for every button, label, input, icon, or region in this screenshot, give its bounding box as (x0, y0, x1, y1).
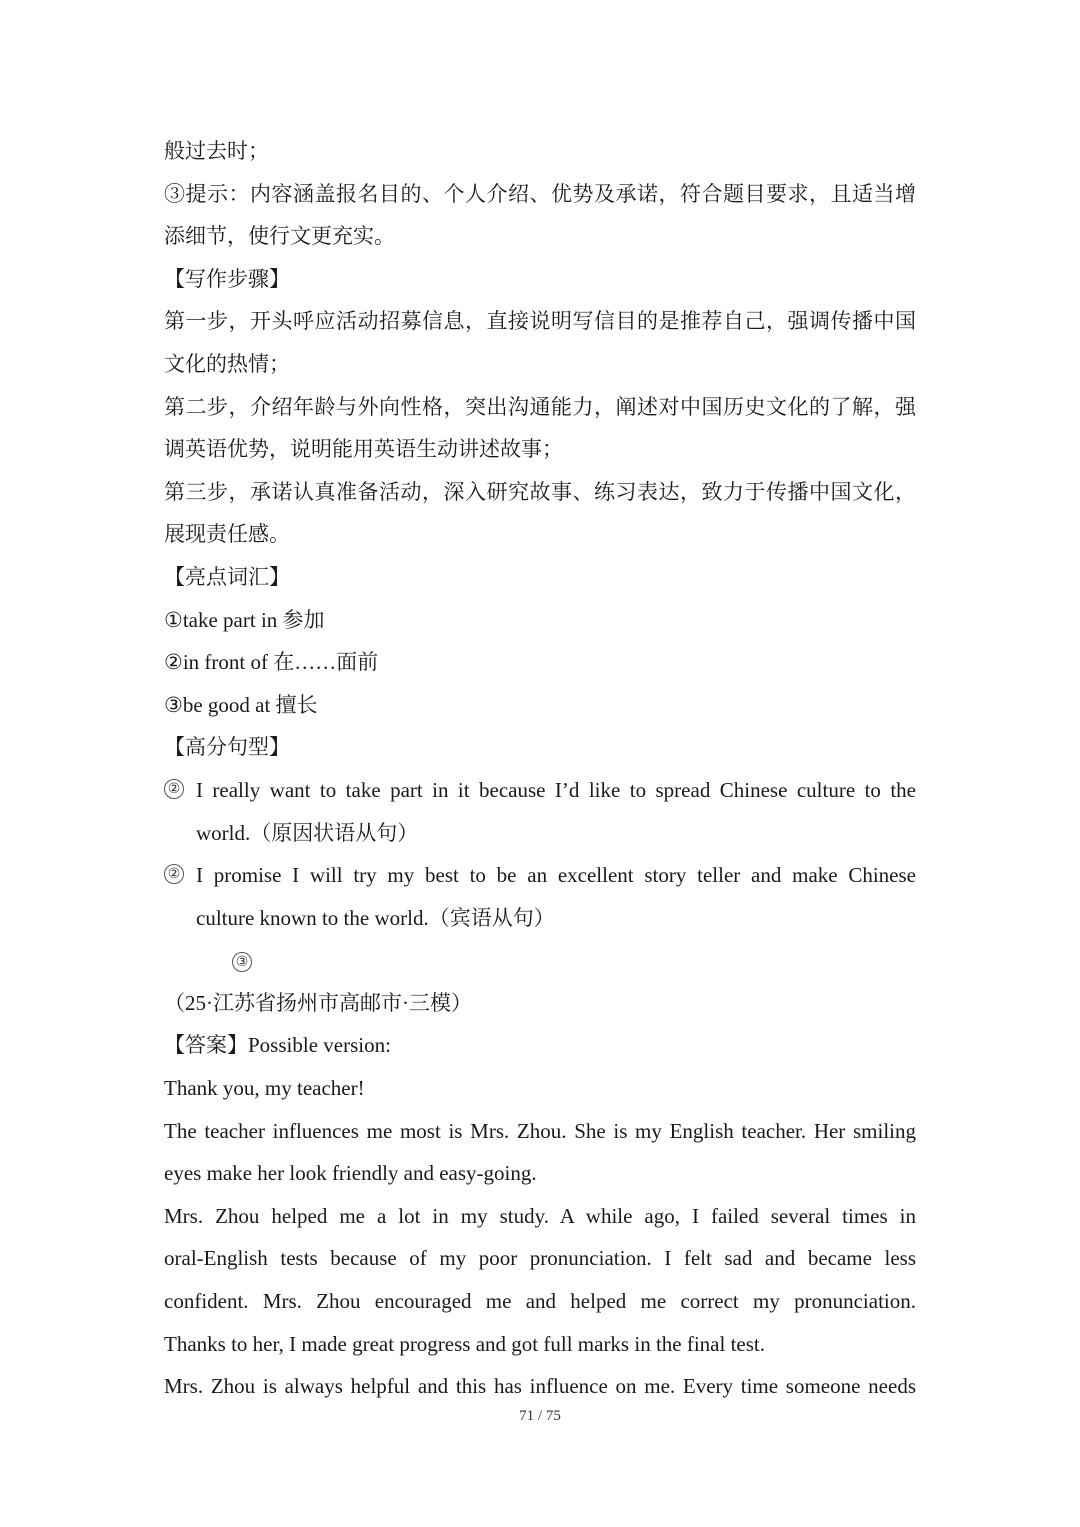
text-line: 调英语优势，说明能用英语生动讲述故事； (164, 437, 563, 462)
text-line: oral-English tests because of my poor pronunciation. I felt sad and became less (164, 1246, 916, 1271)
vocab-item: ③be good at 擅长 (164, 692, 318, 717)
section-heading-vocabulary: 【亮点词汇】 (164, 564, 290, 589)
sentence-item (164, 854, 916, 897)
sentence-item (164, 939, 916, 982)
text-line: world.（原因状语从句） (196, 820, 419, 845)
vocab-item: ①take part in 参加 (164, 607, 325, 632)
text-line: Mrs. Zhou helped me a lot in my study. A while ago, I failed several times in (164, 1203, 916, 1228)
section-heading-sentence-patterns: 【高分句型】 (164, 735, 290, 760)
text-line: eyes make her look friendly and easy-going. (164, 1161, 537, 1186)
text-line: 第二步，介绍年龄与外向性格，突出沟通能力，阐述对中国历史文化的了解，强 (164, 394, 916, 419)
text-line: 般过去时； (164, 139, 269, 163)
answer-heading: 【答案】Possible version: (164, 1033, 391, 1058)
sentence-item (164, 769, 916, 812)
text-line: Thanks to her, I made great progress and got full marks in the final test. (164, 1331, 765, 1356)
sentence-text: I really want to take part in it because I’d like to spread Chinese culture to the (196, 777, 916, 802)
sentence-text: I promise I will try my best to be an excellent story teller and make Chinese (196, 863, 916, 888)
text-line: culture known to the world.（宾语从句） (196, 905, 555, 930)
document-body (164, 130, 916, 1408)
text-line: 文化的热情； (164, 351, 290, 376)
vocab-item: ②in front of 在……面前 (164, 650, 379, 675)
item-number-marker: ② (164, 864, 184, 884)
text-line: Thank you, my teacher! (164, 1076, 365, 1101)
text-line: 第一步，开头呼应活动招募信息，直接说明写信目的是推荐自己，强调传播中国 (164, 309, 916, 334)
text-line: 第三步，承诺认真准备活动，深入研究故事、练习表达，致力于传播中国文化， (164, 479, 916, 504)
text-line: Mrs. Zhou is always helpful and this has influence on me. Every time someone needs (164, 1374, 916, 1399)
page-number: 71 / 75 (519, 1408, 561, 1424)
section-heading-writing-steps: 【写作步骤】 (164, 266, 290, 291)
text-line: 展现责任感。 (164, 522, 290, 547)
text-line: The teacher influences me most is Mrs. Zhou. She is my English teacher. Her smiling (164, 1118, 916, 1143)
text-line: 添细节，使行文更充实。 (164, 224, 395, 249)
text-line: confident. Mrs. Zhou encouraged me and helped me correct my pronunciation. (164, 1289, 916, 1314)
item-number-marker: ③ (232, 952, 252, 972)
text-line: ③提示：内容涵盖报名目的、个人介绍、优势及承诺，符合题目要求，且适当增 (164, 181, 916, 206)
source-label: （25·江苏省扬州市高邮市·三模） (164, 990, 472, 1015)
item-number-marker: ② (164, 779, 184, 799)
